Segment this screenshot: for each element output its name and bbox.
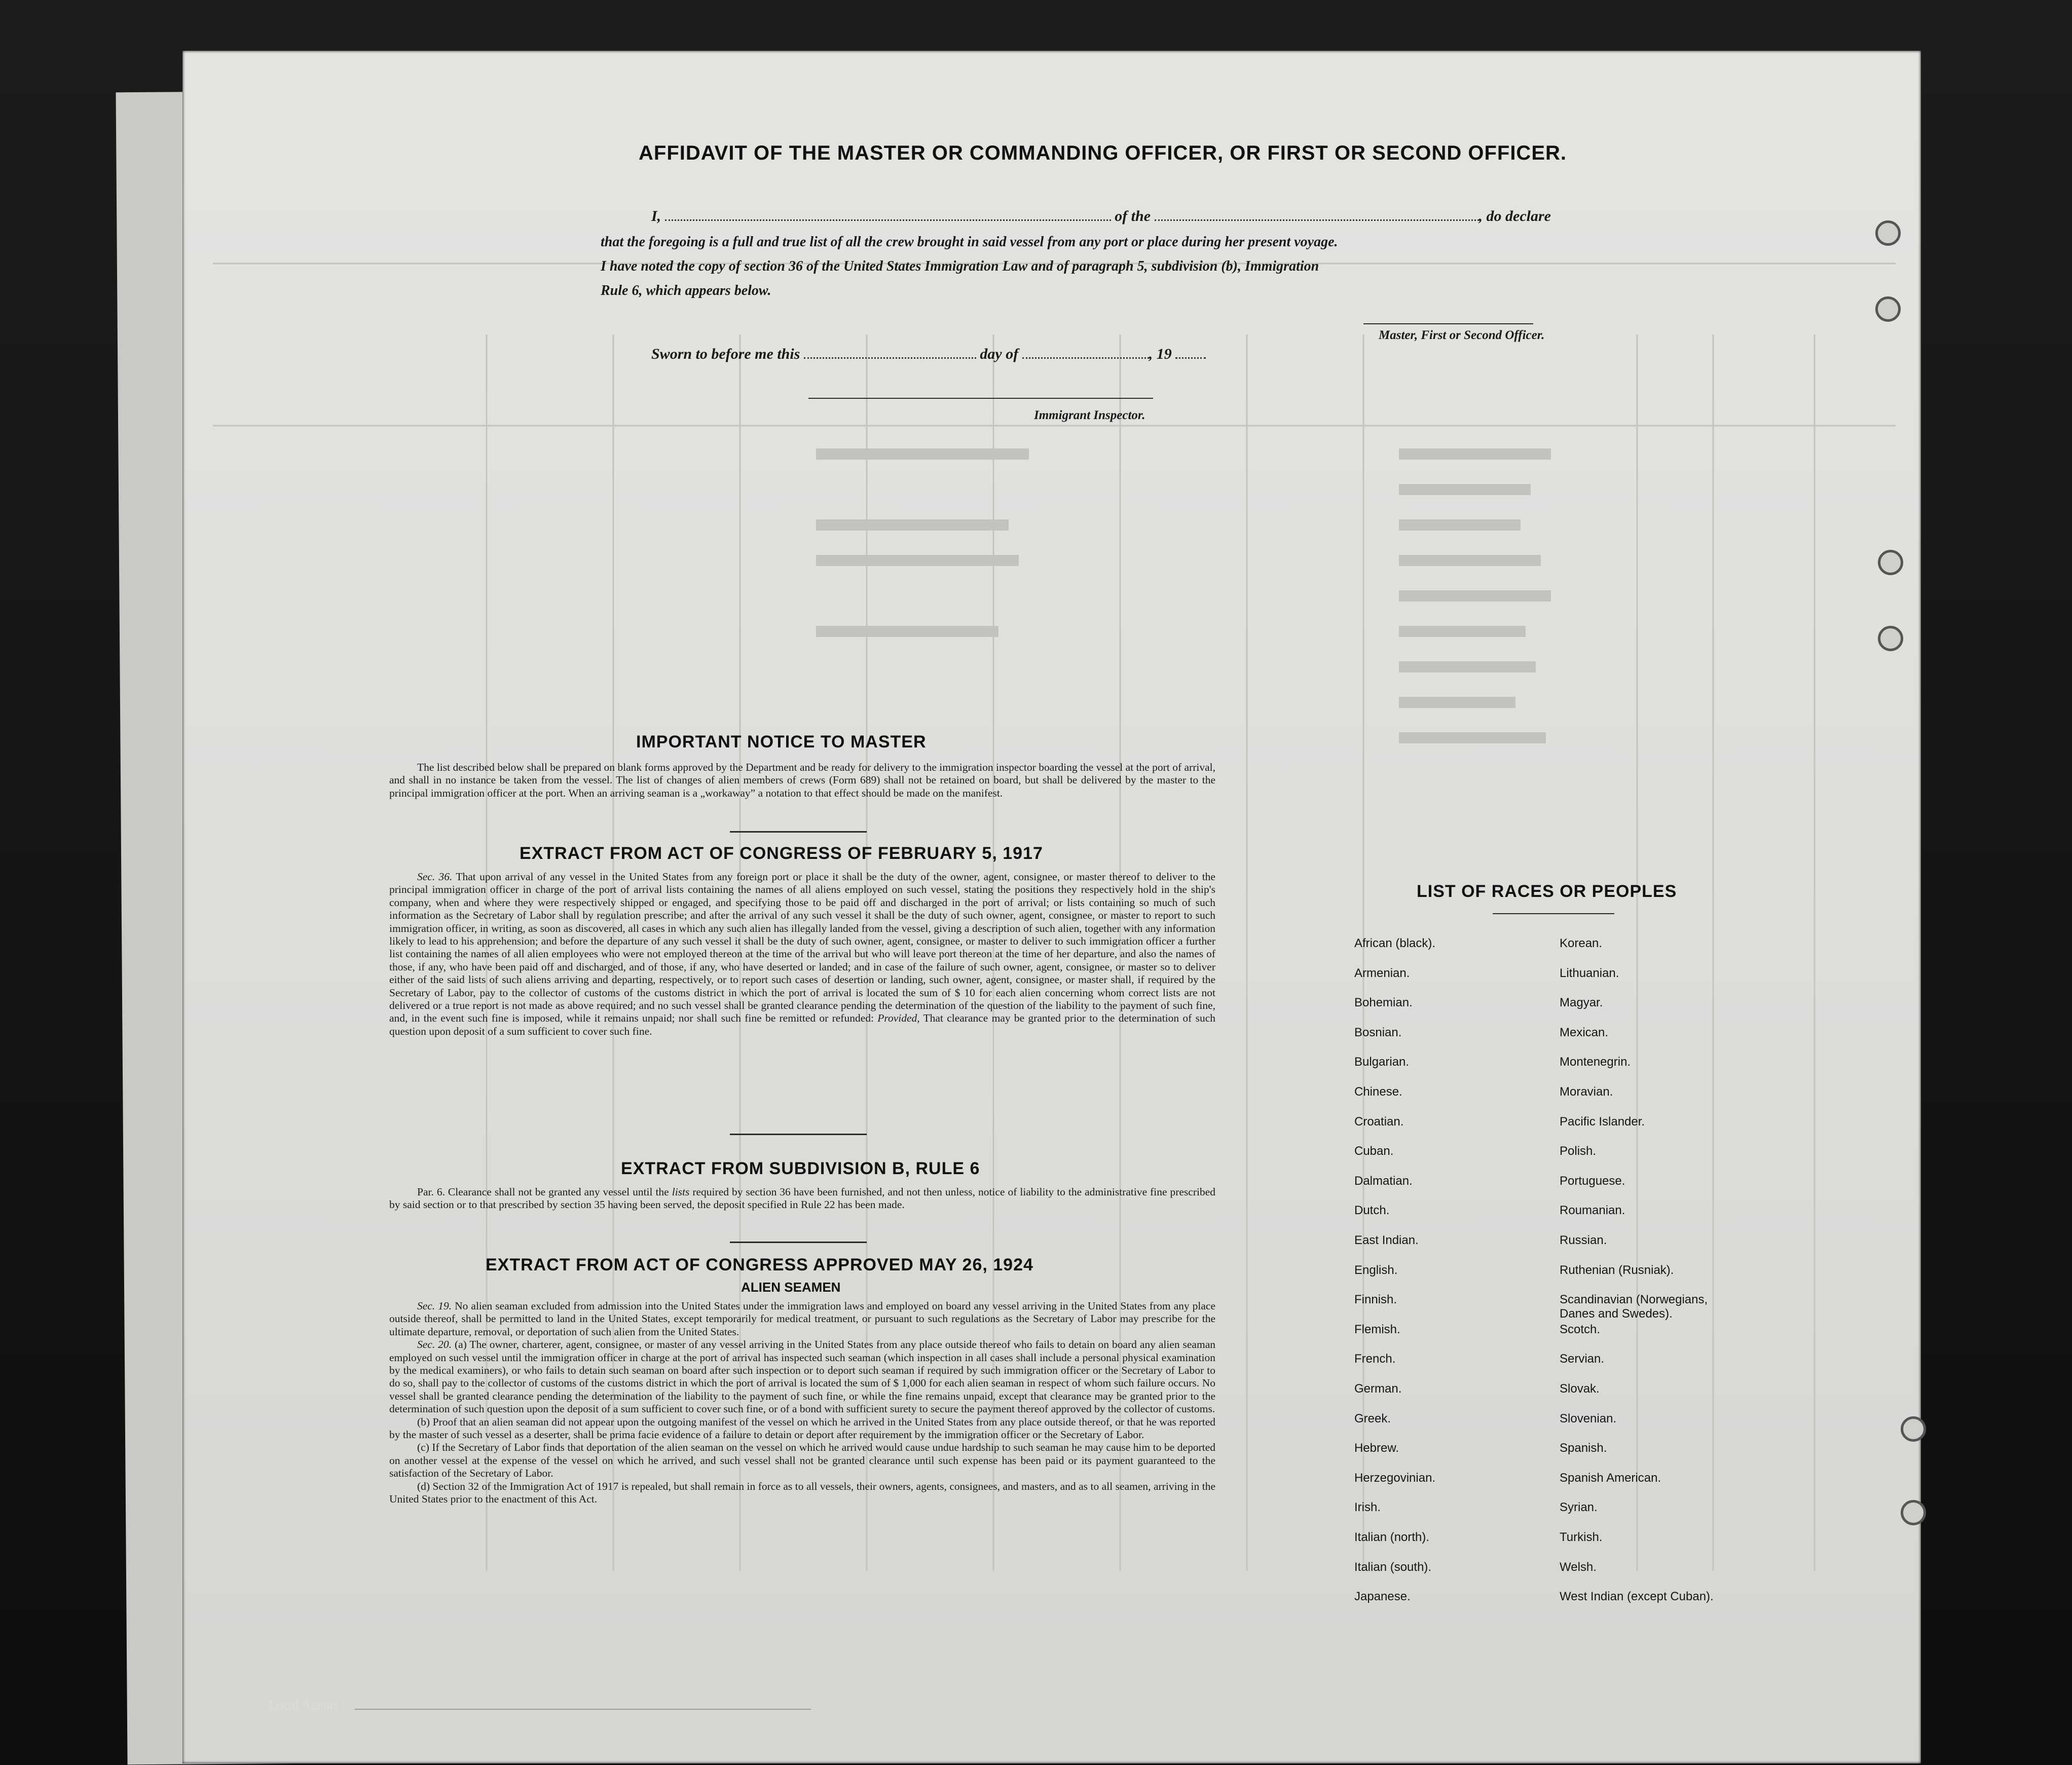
race-item: Lithuanian. bbox=[1560, 966, 1619, 980]
sec-19-paragraph bbox=[389, 1300, 1215, 1338]
race-item: Welsh. bbox=[1560, 1560, 1597, 1574]
race-item: Dutch. bbox=[1354, 1204, 1390, 1218]
divider bbox=[730, 831, 867, 833]
races-title: LIST OF RACES OR PEOPLES bbox=[1417, 882, 1677, 901]
act-1924-text bbox=[389, 1300, 1215, 1506]
race-item: Montenegrin. bbox=[1560, 1055, 1631, 1069]
signature-line[interactable] bbox=[1363, 323, 1533, 324]
sworn-year-label: , 19 bbox=[1149, 346, 1172, 362]
act-1917-text bbox=[389, 871, 1215, 1038]
race-item: Bohemian. bbox=[1354, 996, 1413, 1010]
race-item: Bosnian. bbox=[1354, 1025, 1402, 1039]
race-item: French. bbox=[1354, 1352, 1396, 1366]
race-item: Japanese. bbox=[1354, 1590, 1411, 1604]
sec-20d-paragraph: (d) Section 32 of the Immigration Act of 1917 is repealed, but shall remain in force as to all vessels, their owners, agents, consignees, and masters, and as to all seamen, arriving in the United States prior to the enactment of this Act. bbox=[389, 1480, 1215, 1506]
race-item: Croatian. bbox=[1354, 1114, 1404, 1129]
sworn-dayof-label: day of bbox=[980, 346, 1019, 362]
notice-title: IMPORTANT NOTICE TO MASTER bbox=[636, 732, 927, 752]
sworn-day-blank[interactable] bbox=[804, 357, 976, 359]
affidavit-title: AFFIDAVIT OF THE MASTER OR COMMANDING OFFICER, OR FIRST OR SECOND OFFICER. bbox=[639, 142, 1567, 164]
divider bbox=[730, 1242, 867, 1243]
declaration-text-3: I have noted the copy of section 36 of the United States Immigration Law and of paragraph 5, subdivision (b), Immigration bbox=[601, 258, 1319, 274]
race-item: Polish. bbox=[1560, 1144, 1597, 1158]
punch-hole bbox=[1875, 220, 1901, 246]
inspector-caption: Immigrant Inspector. bbox=[1034, 408, 1145, 422]
alien-seamen-subtitle: ALIEN SEAMEN bbox=[741, 1280, 841, 1295]
race-item: Spanish. bbox=[1560, 1441, 1607, 1455]
proviso-body: That clearance may be granted prior to the determination of such question upon deposit of a sum sufficient to cover such fine. bbox=[389, 1012, 1215, 1037]
race-item: African (black). bbox=[1354, 936, 1436, 950]
race-item: Korean. bbox=[1560, 936, 1603, 950]
declaration-text-2: that the foregoing is a full and true list of all the crew brought in said vessel from any port or place during her present voyage. bbox=[601, 234, 1338, 250]
race-item: Servian. bbox=[1560, 1352, 1605, 1366]
race-item: Irish. bbox=[1354, 1500, 1381, 1515]
declaration-i-label: I, bbox=[651, 208, 661, 224]
sec-36-label: Sec. 36. bbox=[417, 871, 453, 883]
sec-20b-paragraph: (b) Proof that an alien seaman did not appear upon the outgoing manifest of the vessel on which he arrived in the United States from any place outside thereof, or that he was reported by the master of such vessel as a deserter, shall be prima facie evidence of a failure to detain or deport after requirement by the immigration officer or the Secretary of Labor. bbox=[389, 1415, 1215, 1441]
race-item: Cuban. bbox=[1354, 1144, 1394, 1158]
sworn-label: Sworn to before me this bbox=[651, 346, 800, 362]
sec-20-body: (a) The owner, charterer, agent, consignee, or master of any vessel arriving in the United States from any place outside thereof who fails to detain on board any alien seaman employed on such vessel until the immigration officer in charge at the port of arrival has inspected such seaman (which inspection in all cases shall include a personal physical examination by the medical examiners), or who fails to detain such seaman on board after such inspection or to deport such seaman if required by such immigration officer or the Secretary of Labor to do so, shall pay to the collector of customs of the customs district in which the port of arrival is located the sum of $ 1,000 for each alien seaman in respect of whom such failure occurs. No vessel shall be granted clearance pending the determination of the liability to the payment of such fine, or while the fine remains unpaid, except that clearance may be granted prior to the determination of such question upon the deposit of a sum sufficient to cover such fine, or of a bond with sufficient surety to secure the payment thereof approved by the collector of customs. bbox=[389, 1338, 1215, 1415]
sec-19-body: No alien seaman excluded from admission into the United States under the immigration laws and employed on board any vessel arriving in the United States from any place outside thereof, shall be permitted to land in the United States, except temporarily for medical treatment, or pursuant to such regulations as the Secretary of Labor may prescribe for the ultimate departure, removal, or deportation of such alien from the United States. bbox=[389, 1300, 1215, 1338]
race-item: English. bbox=[1354, 1263, 1398, 1277]
local-agents-line[interactable] bbox=[355, 1709, 811, 1710]
declaration-declare-label: , do declare bbox=[1478, 208, 1551, 224]
race-item: Scandinavian (Norwegians, Danes and Swedes). bbox=[1560, 1293, 1708, 1321]
sec-36-body: That upon arrival of any vessel in the United States from any foreign port or place it shall be the duty of the owner, agent, consignee, or master thereof to deliver to the principal immigration officer in charge of the port of arrival lists containing the names of all aliens employed on such vessel, stating the positions they respectively hold in the ship's company, when and where they were respectively shipped or engaged, and specifying those to be paid off and discharged in the port of arrival; or lists containing so much of such information as the Secretary of Labor shall by regulation prescribe; and after the arrival of any such vessel it shall be the duty of such owner, agent, consignee, or master to report to such immigration officer, in writing, as soon as discovered, all cases in which any such alien has illegally landed from the vessel, giving a description of such alien, together with any information likely to lead to his apprehension; and before the departure of any such vessel it shall be the duty of such owner, agent, consignee, or master to deliver to such immigration officer a further list containing the names of all alien employees who were not employed thereon at the time of the arrival but who will leave port thereon at the time of her departure, and also the names of those, if any, who have been paid off and discharged, and of those, if any, who have deserted or landed; and in case of the failure of such owner, agent, consignee, or master so to deliver either of the said lists of such aliens arriving and departing, respectively, or to report such cases of desertion or landing, such owner, agent, consignee, or master shall, if required by the Secretary of Labor, pay to the collector of customs of the customs district in which the port of arrival is located the sum of $ 10 for each alien concerning whom correct lists are not delivered or a true report is not made as above required; and no such vessel shall be granted clearance pending the determination of the question of the liability to the payment of such fine, and, in the event such fine is imposed, while it remains unpaid; nor shall such fine be remitted or refunded: bbox=[389, 871, 1215, 1025]
act-1917-title: EXTRACT FROM ACT OF CONGRESS OF FEBRUARY 5, 1917 bbox=[520, 844, 1043, 863]
race-item: Italian (north). bbox=[1354, 1530, 1430, 1544]
race-item: Hebrew. bbox=[1354, 1441, 1399, 1455]
race-item: Moravian. bbox=[1560, 1085, 1613, 1099]
race-item: Spanish American. bbox=[1560, 1471, 1661, 1485]
inspector-signature-line[interactable] bbox=[808, 398, 1153, 399]
race-item: Armenian. bbox=[1354, 966, 1410, 980]
race-item: Slovenian. bbox=[1560, 1411, 1617, 1425]
rule6-text-b: required by section 36 have been furnished, and not then unless, notice of liability to the administrative fine prescribed by said section or to that prescribed by section 35 having been served, the deposit specified in Rule 22 has been made. bbox=[389, 1186, 1216, 1211]
race-item: West Indian (except Cuban). bbox=[1560, 1590, 1714, 1604]
sworn-year-blank[interactable] bbox=[1175, 357, 1206, 359]
punch-hole bbox=[1878, 550, 1903, 575]
race-item: Greek. bbox=[1354, 1411, 1391, 1425]
race-item: Mexican. bbox=[1560, 1025, 1609, 1039]
race-item: East Indian. bbox=[1354, 1233, 1419, 1247]
race-item: Finnish. bbox=[1354, 1293, 1397, 1307]
race-item: Scotch. bbox=[1560, 1322, 1601, 1336]
race-item: Dalmatian. bbox=[1354, 1174, 1413, 1188]
sec-20-label: Sec. 20. bbox=[417, 1338, 452, 1351]
signature-caption: Master, First or Second Officer. bbox=[1379, 328, 1545, 342]
vessel-blank[interactable] bbox=[1155, 219, 1479, 221]
proviso-label: Provided, bbox=[877, 1012, 920, 1025]
race-item: Herzegovinian. bbox=[1354, 1471, 1436, 1485]
sworn-month-blank[interactable] bbox=[1022, 357, 1149, 359]
declaration-text-4: Rule 6, which appears below. bbox=[601, 283, 771, 298]
race-item: Bulgarian. bbox=[1354, 1055, 1410, 1069]
rule6-text-a: Par. 6. Clearance shall not be granted any vessel until the bbox=[417, 1186, 669, 1198]
notice-text: The list described below shall be prepared on blank forms approved by the Department and be ready for delivery to the immigration inspector boarding the vessel at the port of arrival, and shall in no instance be taken from the vessel. The list of changes of alien members of crews (Form 689) shall not be retained on board, but shall be delivered by the master to the principal immigration officer at the port. When an arriving seaman is a „workaway” a notation to that effect should be made on the manifest. bbox=[389, 761, 1215, 799]
name-blank[interactable] bbox=[665, 219, 1111, 221]
race-item: Slovak. bbox=[1560, 1382, 1600, 1396]
declaration-of-label: of the bbox=[1115, 208, 1151, 224]
race-item: Portuguese. bbox=[1560, 1174, 1625, 1188]
race-item: Magyar. bbox=[1560, 996, 1603, 1010]
punch-hole bbox=[1901, 1500, 1926, 1525]
race-item: Flemish. bbox=[1354, 1322, 1400, 1336]
race-item: Russian. bbox=[1560, 1233, 1607, 1247]
race-item: Ruthenian (Rusniak). bbox=[1560, 1263, 1674, 1277]
race-item: Italian (south). bbox=[1354, 1560, 1432, 1574]
race-item: Roumanian. bbox=[1560, 1204, 1625, 1218]
race-item: Chinese. bbox=[1354, 1085, 1402, 1099]
act-1924-title: EXTRACT FROM ACT OF CONGRESS APPROVED MAY 26, 1924 bbox=[486, 1255, 1033, 1274]
race-item: Turkish. bbox=[1560, 1530, 1603, 1544]
punch-hole bbox=[1875, 296, 1901, 322]
sec-20c-paragraph: (c) If the Secretary of Labor finds that deportation of the alien seaman on the vessel on which he arrived would cause undue hardship to such seaman he may cause him to be deported on another vessel at the expense of the vessel on which he arrived, and such vessel shall not be granted clearance until such expense has been paid or its payment guaranteed to the satisfaction of the Secretary of Labor. bbox=[389, 1441, 1215, 1480]
declaration-line bbox=[651, 208, 1551, 225]
local-agents-label: Local Agents bbox=[269, 1698, 339, 1712]
sec-19-label: Sec. 19. bbox=[417, 1300, 452, 1312]
sec-20-paragraph bbox=[389, 1338, 1215, 1415]
punch-hole bbox=[1901, 1416, 1926, 1442]
sworn-line bbox=[651, 346, 1206, 363]
divider bbox=[730, 1134, 867, 1135]
race-item: Pacific Islander. bbox=[1560, 1114, 1645, 1129]
race-item: Syrian. bbox=[1560, 1500, 1598, 1515]
punch-hole bbox=[1878, 626, 1903, 651]
rule6-text bbox=[389, 1186, 1215, 1212]
races-title-rule bbox=[1493, 913, 1614, 914]
rule6-title: EXTRACT FROM SUBDIVISION B, RULE 6 bbox=[621, 1159, 980, 1178]
rule6-lists-word: lists bbox=[672, 1186, 690, 1198]
race-item: German. bbox=[1354, 1382, 1402, 1396]
